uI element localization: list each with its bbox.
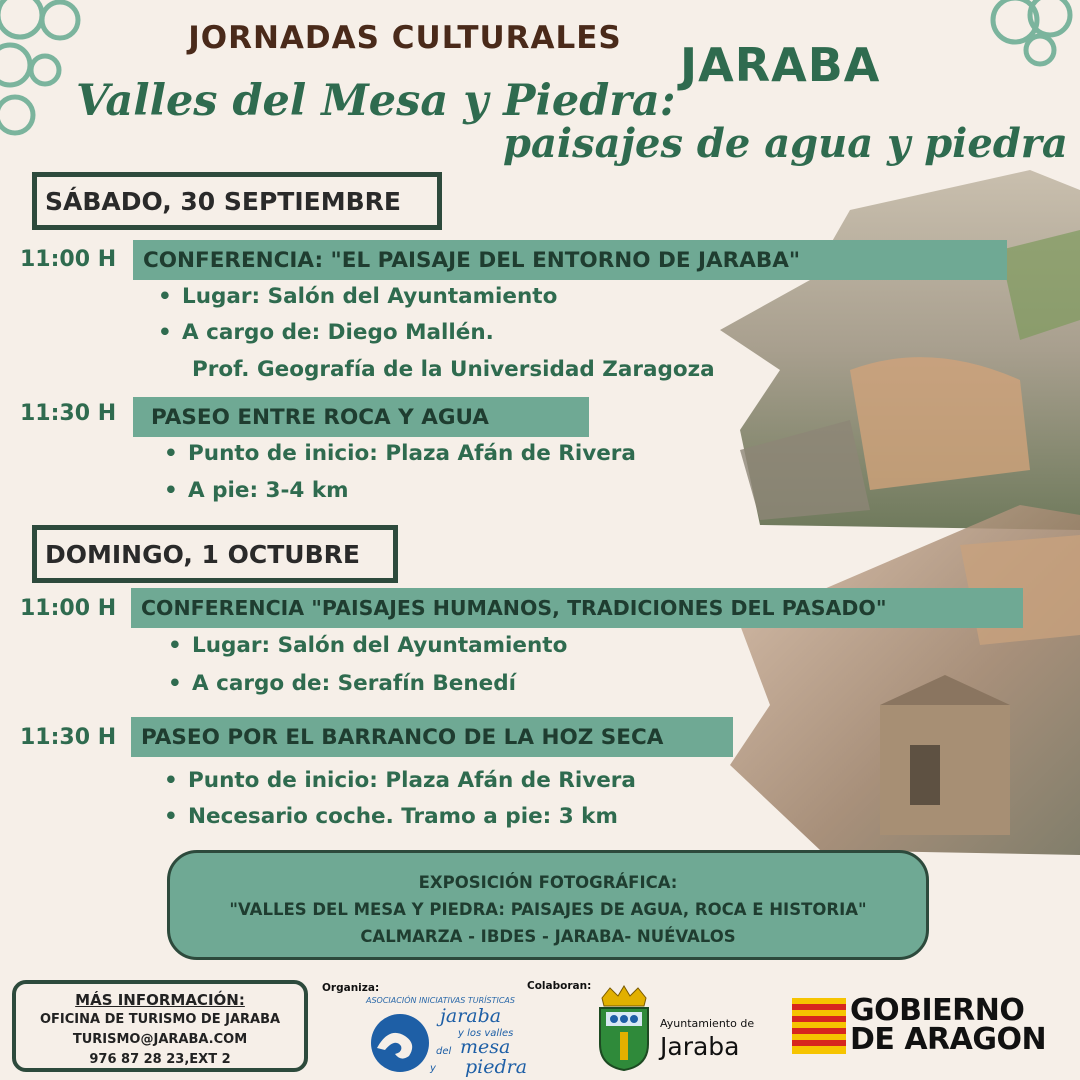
ruins-landscape-image xyxy=(700,505,1080,855)
asociacion-y: y xyxy=(430,1063,436,1074)
event-time: 11:30 H xyxy=(20,401,117,426)
ayuntamiento-label: Ayuntamiento de xyxy=(660,1017,755,1030)
contact-phone: 976 87 28 23,EXT 2 xyxy=(89,1052,231,1067)
main-title-line1: Valles del Mesa y Piedra: xyxy=(76,76,676,126)
asociacion-del: del xyxy=(436,1046,452,1057)
event-detail: • A pie: 3-4 km xyxy=(164,478,349,503)
contact-email: TURISMO@JARABA.COM xyxy=(72,1032,248,1047)
exhibition-box xyxy=(167,850,929,960)
asociacion-name: jaraba xyxy=(440,1005,502,1027)
organiza-label: Organiza: xyxy=(322,982,380,994)
event-time: 11:00 H xyxy=(20,247,117,272)
asociacion-subtitle: y los valles xyxy=(458,1028,514,1039)
town-name: JARABA xyxy=(680,38,881,92)
asociacion-mesa: mesa xyxy=(460,1036,511,1058)
event-title-bar: CONFERENCIA "PAISAJES HUMANOS, TRADICIONES DEL PASADO" xyxy=(131,588,1023,628)
event-title-bar: PASEO ENTRE ROCA Y AGUA xyxy=(133,397,589,437)
rock-landscape-image xyxy=(700,170,1080,530)
event-time: 11:30 H xyxy=(20,725,117,750)
wave-logo-icon xyxy=(365,1012,435,1074)
asociacion-label: ASOCIACIÓN INICIATIVAS TURÍSTICAS xyxy=(366,996,515,1005)
event-title-bar: CONFERENCIA: "EL PAISAJE DEL ENTORNO DE JARABA" xyxy=(133,240,1007,280)
event-series-title: JORNADAS CULTURALES xyxy=(188,20,622,56)
event-detail: Prof. Geografía de la Universidad Zaragoza xyxy=(192,357,715,382)
exhibition-locations: CALMARZA - IBDES - JARABA- NUÉVALOS xyxy=(360,927,736,946)
event-detail: • Lugar: Salón del Ayuntamiento xyxy=(168,633,568,658)
event-time: 11:00 H xyxy=(20,596,117,621)
asociacion-piedra: piedra xyxy=(465,1056,528,1078)
coat-of-arms-icon xyxy=(592,984,656,1072)
tourism-office: OFICINA DE TURISMO DE JARABA xyxy=(39,1012,281,1027)
more-info-box xyxy=(12,980,308,1072)
event-detail: • Necesario coche. Tramo a pie: 3 km xyxy=(164,804,618,829)
event-detail: • Punto de inicio: Plaza Afán de Rivera xyxy=(164,768,636,793)
main-title-line2: paisajes de agua y piedra xyxy=(503,120,1068,167)
more-info-heading: MÁS INFORMACIÓN: xyxy=(75,991,245,1009)
gobierno-aragon-logo: GOBIERNO DE ARAGON xyxy=(850,993,1047,1057)
event-detail: • A cargo de: Serafín Benedí xyxy=(168,671,516,696)
aragon-flag-icon xyxy=(792,998,846,1054)
exhibition-heading: EXPOSICIÓN FOTOGRÁFICA: xyxy=(418,873,678,892)
colaboran-label: Colaboran: xyxy=(527,980,592,992)
ayuntamiento-name: Jaraba xyxy=(660,1032,740,1061)
day-label-saturday: SÁBADO, 30 SEPTIEMBRE xyxy=(32,172,442,230)
leaf-decoration-icon xyxy=(980,0,1080,70)
exhibition-title: "VALLES DEL MESA Y PIEDRA: PAISAJES DE AGUA, ROCA E HISTORIA" xyxy=(229,900,867,919)
day-label-sunday: DOMINGO, 1 OCTUBRE xyxy=(32,525,398,583)
event-detail: • A cargo de: Diego Mallén. xyxy=(158,320,494,345)
event-title-bar: PASEO POR EL BARRANCO DE LA HOZ SECA xyxy=(131,717,733,757)
event-detail: • Punto de inicio: Plaza Afán de Rivera xyxy=(164,441,636,466)
event-detail: • Lugar: Salón del Ayuntamiento xyxy=(158,284,558,309)
